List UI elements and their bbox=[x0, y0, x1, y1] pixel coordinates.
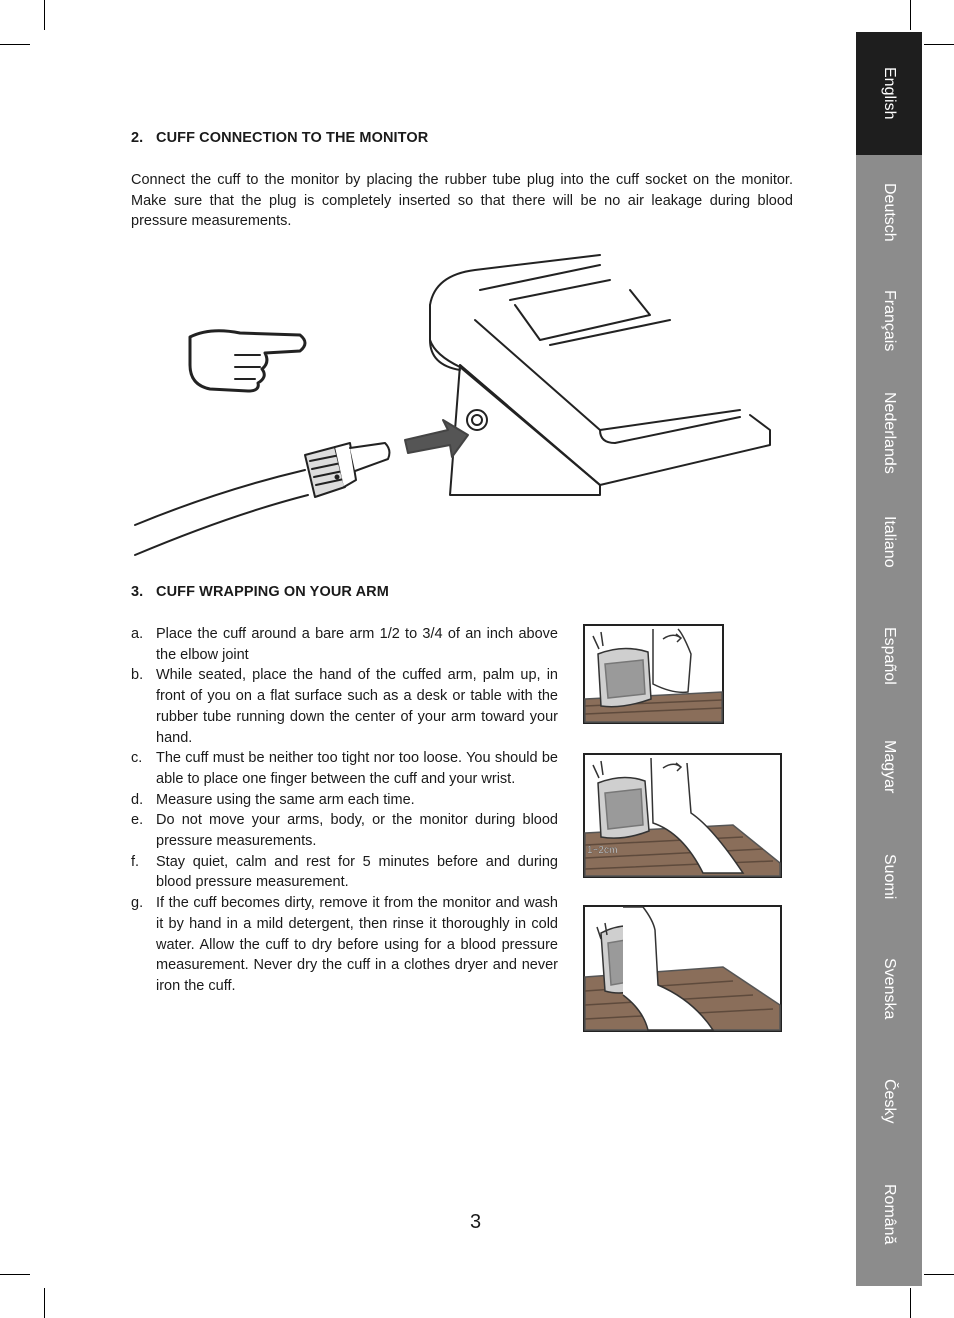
step-text: Place the cuff around a bare arm 1/2 to 3/4 of an inch above the elbow joint bbox=[156, 626, 558, 663]
cuff-placement-figure-1 bbox=[583, 624, 724, 724]
language-tab-espanol[interactable] bbox=[856, 599, 922, 713]
cuff-wrapping-steps bbox=[131, 624, 558, 997]
cuff-placement-figure-2 bbox=[583, 753, 782, 878]
step-text: Measure using the same arm each time. bbox=[156, 791, 415, 808]
section-2-body: Connect the cuff to the monitor by placing the rubber tube plug into the cuff socket on the monitor. Make sure that the plug is completely inserted so that there will be no air leakage during blood pressure measurements. bbox=[131, 172, 793, 229]
language-label: Česky bbox=[881, 1078, 898, 1124]
crop-mark bbox=[924, 1274, 954, 1275]
cuff-placement-figure-3 bbox=[583, 905, 782, 1032]
step-letter: f. bbox=[131, 853, 140, 870]
step-letter: e. bbox=[131, 812, 144, 829]
language-label: Magyar bbox=[881, 740, 898, 794]
crop-mark bbox=[0, 44, 30, 45]
language-label: Deutsch bbox=[881, 182, 898, 242]
step-text: Stay quiet, calm and rest for 5 minutes before and during blood pressure measurement. bbox=[156, 853, 558, 891]
language-tab-italiano[interactable] bbox=[856, 485, 922, 599]
step-letter: c. bbox=[131, 750, 143, 767]
language-label: Svenska bbox=[881, 958, 898, 1020]
crop-mark bbox=[44, 1288, 45, 1318]
language-tab-deutsch[interactable] bbox=[856, 155, 922, 269]
step-letter: b. bbox=[131, 667, 144, 684]
list-item bbox=[131, 665, 558, 748]
language-tab-cesky[interactable] bbox=[856, 1044, 922, 1158]
list-item bbox=[131, 852, 558, 893]
language-sidebar bbox=[856, 32, 922, 1286]
language-tab-romana[interactable] bbox=[856, 1157, 922, 1271]
list-item bbox=[131, 810, 558, 851]
language-label: Nederlands bbox=[881, 392, 898, 474]
list-item bbox=[131, 893, 558, 997]
section-title: CUFF WRAPPING ON YOUR ARM bbox=[156, 584, 389, 600]
list-item bbox=[131, 748, 558, 789]
section-title: CUFF CONNECTION TO THE MONITOR bbox=[156, 130, 429, 146]
section-2-heading bbox=[131, 130, 428, 146]
list-item bbox=[131, 624, 558, 665]
step-text: While seated, place the hand of the cuffed arm, palm up, in front of you on a flat surface such as a desk or table with the rubber tube running down the center of your arm toward your hand. bbox=[156, 667, 558, 746]
crop-mark bbox=[910, 1288, 911, 1318]
language-label: Français bbox=[881, 290, 898, 352]
crop-mark bbox=[44, 0, 45, 30]
crop-mark bbox=[0, 1274, 30, 1275]
language-tab-english[interactable] bbox=[856, 32, 922, 155]
section-number: 3. bbox=[131, 584, 144, 600]
language-tab-magyar[interactable] bbox=[856, 710, 922, 824]
language-label: Română bbox=[881, 1183, 898, 1245]
language-label: Español bbox=[881, 627, 898, 685]
crop-mark bbox=[910, 0, 911, 30]
language-tab-francais[interactable] bbox=[856, 264, 922, 378]
step-text: The cuff must be neither too tight nor too loose. You should be able to place one finger between the cuff and your wrist. bbox=[156, 750, 558, 787]
language-label: English bbox=[881, 67, 898, 120]
language-tab-suomi[interactable] bbox=[856, 820, 922, 934]
step-text: If the cuff becomes dirty, remove it from the monitor and wash it by hand in a mild detergent, then rinse it thoroughly in cold water. Allow the cuff to dry before using for a blood pressure measurement. Never dry the cuff in a clothes dryer and never iron the cuff. bbox=[156, 895, 558, 994]
step-letter: a. bbox=[131, 626, 144, 642]
list-item bbox=[131, 790, 558, 811]
step-letter: g. bbox=[131, 895, 144, 912]
language-label: Suomi bbox=[881, 854, 898, 900]
language-label: Italiano bbox=[881, 516, 898, 568]
language-tab-svenska[interactable] bbox=[856, 932, 922, 1046]
page-number: 3 bbox=[470, 1211, 482, 1233]
step-text: Do not move your arms, body, or the monitor during blood pressure measurements. bbox=[156, 812, 558, 850]
crop-mark bbox=[924, 44, 954, 45]
step-letter: d. bbox=[131, 791, 144, 808]
section-3-heading bbox=[131, 584, 389, 600]
language-tab-nederlands[interactable] bbox=[856, 376, 922, 490]
figure-measure-label: 1~2cm bbox=[587, 845, 618, 856]
cuff-connection-illustration bbox=[130, 245, 795, 560]
section-number: 2. bbox=[131, 130, 144, 146]
